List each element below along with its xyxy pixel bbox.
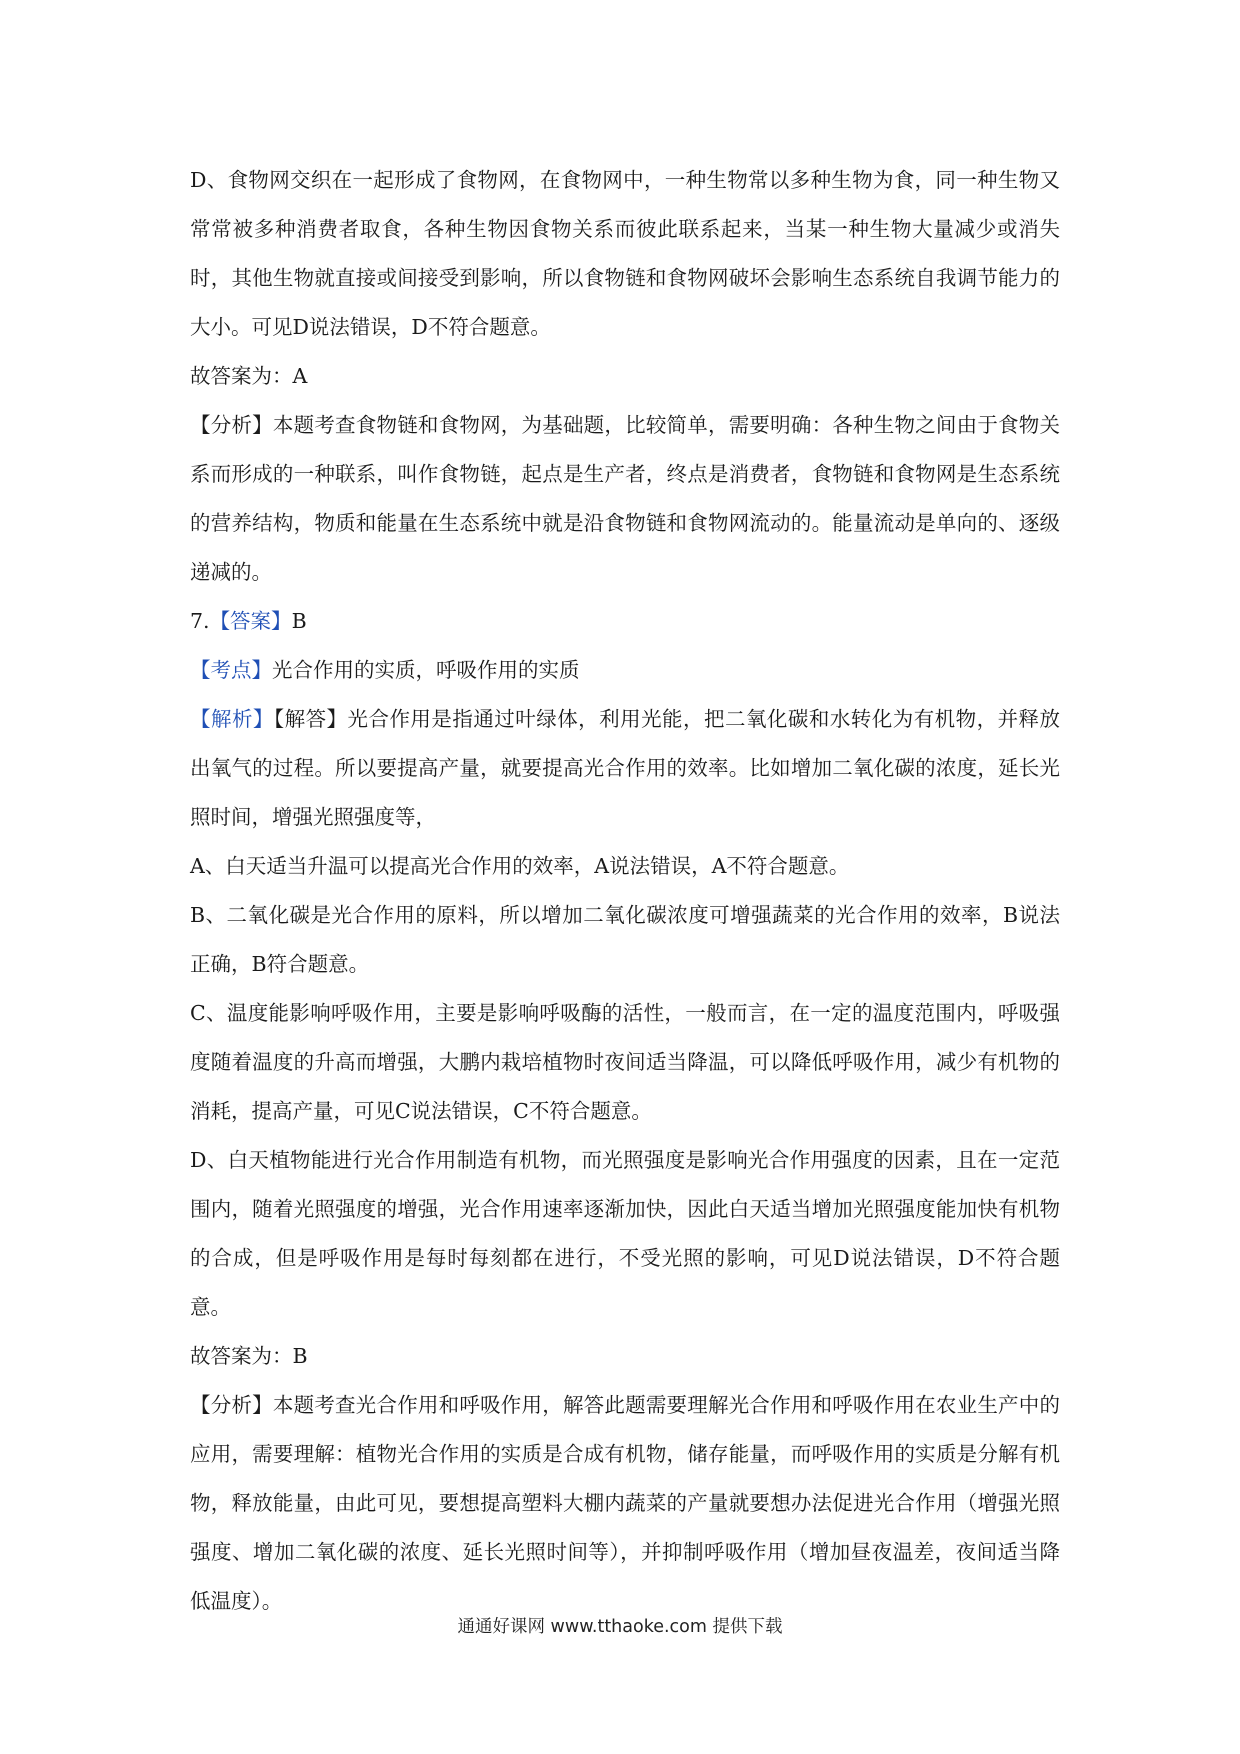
analysis-7: 【分析】本题考查光合作用和呼吸作用，解答此题需要理解光合作用和呼吸作用在农业生产中的应用，需要理解：植物光合作用的实质是合成有机物，储存能量，而呼吸作用的实质是分解有机物，释放能量，由此可见，要想提高塑料大棚内蔬菜的产量就要想办法促进光合作用（增强光照强度、增加二氧化碳的浓度、延长光照时间等），并抑制呼吸作用（增加昼夜温差，夜间适当降低温度）。 — [190, 1393, 1060, 1613]
question-7-kaodian — [190, 646, 1060, 695]
question-7-jiexi — [190, 695, 1060, 842]
option-a: A、白天适当升温可以提高光合作用的效率，A说法错误，A不符合题意。 — [190, 854, 850, 878]
question-number: 7. — [190, 609, 210, 633]
answer-tag: 【答案】 — [209, 609, 292, 633]
option-d: D、白天植物能进行光合作用制造有机物，而光照强度是影响光合作用强度的因素，且在一定范围内，随着光照强度的增强，光合作用速率逐渐加快，因此白天适当增加光照强度能加快有机物的合成，但是呼吸作用是每时每刻都在进行，不受光照的影响，可见D说法错误，D不符合题意。 — [190, 1148, 1060, 1319]
jiexi-text: 【解答】光合作用是指通过叶绿体，利用光能，把二氧化碳和水转化为有机物，并释放出氧气的过程。所以要提高产量，就要提高光合作用的效率。比如增加二氧化碳的浓度，延长光照时间，增强光照强度等， — [190, 707, 1061, 829]
jiexi-tag: 【解析】 — [190, 707, 274, 731]
page-content — [190, 156, 1060, 1626]
kaodian-tag: 【考点】 — [190, 658, 272, 682]
analysis-6: 【分析】本题考查食物链和食物网，为基础题，比较简单，需要明确：各种生物之间由于食物关系而形成的一种联系，叫作食物链，起点是生产者，终点是消费者，食物链和食物网是生态系统的营养结构，物质和能量在生态系统中就是沿食物链和食物网流动的。能量流动是单向的、逐级递减的。 — [190, 413, 1060, 584]
answer-value: B — [291, 609, 307, 633]
answer-6: 故答案为：A — [190, 364, 308, 388]
question-7-answer — [190, 597, 1060, 646]
option-c: C、温度能影响呼吸作用，主要是影响呼吸酶的活性，一般而言，在一定的温度范围内，呼吸强度随着温度的升高而增强，大鹏内栽培植物时夜间适当降温，可以降低呼吸作用，减少有机物的消耗，提高产量，可见C说法错误，C不符合题意。 — [190, 1001, 1060, 1123]
final-answer-7: 故答案为：B — [190, 1344, 308, 1368]
option-b: B、二氧化碳是光合作用的原料，所以增加二氧化碳浓度可增强蔬菜的光合作用的效率，B说法正确，B符合题意。 — [190, 903, 1060, 976]
kaodian-text: 光合作用的实质，呼吸作用的实质 — [272, 658, 580, 682]
page-footer: 通通好课网 www.tthaoke.com 提供下载 — [457, 1617, 783, 1637]
option-d-food-web: D、食物网交织在一起形成了食物网，在食物网中，一种生物常以多种生物为食，同一种生物又常常被多种消费者取食，各种生物因食物关系而彼此联系起来，当某一种生物大量减少或消失时，其他生物就直接或间接受到影响，所以食物链和食物网破坏会影响生态系统自我调节能力的大小。可见D说法错误，D不符合题意。 — [190, 168, 1060, 339]
